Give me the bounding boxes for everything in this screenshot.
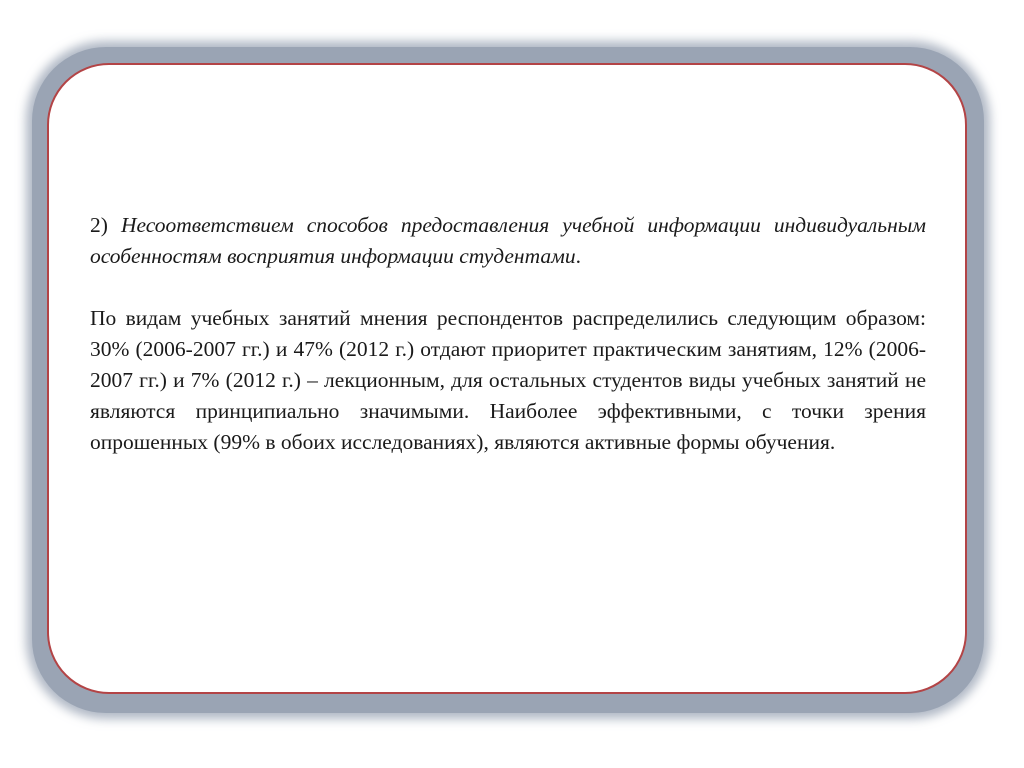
survey-paragraph: По видам учебных занятий мнения респондентов распределились следующим образом: 30% (2006-2007 гг.) и 47% (2012 г.) отдают приоритет практическим занятиям, 12% (2006-2007 гг.) и 7% (2012 г.) – лекционным, для остальных студентов виды учебных занятий не являются принципиально значимыми. Наиболее эффективными, с точки зрения опрошенных (99% в обоих исследованиях), являются активные формы обучения. — [90, 306, 926, 454]
point-italic-text: Несоответствием способов предоставления учебной информации индивидуальным особенностям восприятия информации студентами — [90, 213, 927, 268]
text-body — [90, 210, 926, 458]
point-number: 2) — [90, 213, 108, 237]
point-2 — [90, 210, 926, 272]
paragraph-gap — [90, 272, 926, 303]
point-end: . — [575, 244, 581, 268]
